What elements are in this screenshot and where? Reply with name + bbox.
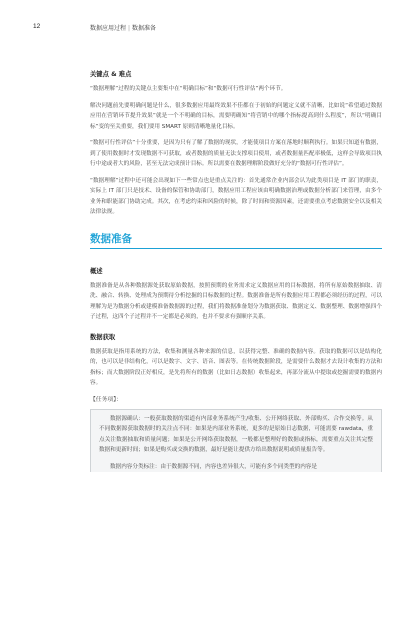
task-box xyxy=(90,409,382,473)
task-paragraph-1: 数据源确认：一般获取数据的渠道有内部业务系统产生/收集、公开网络获取、外部购买、合作交换等。从不同数据源获取数据时的关注点不同：如果是内部业务系统，更多的是原始日志数据，可能需要 rawdata，重点关注数据抽取和质量问题；如果是公开网络获取数据，一般都是整理好的数据或指标，需要重点关注其完整数据和更新时间；如果是购买或交换的数据，最好是能让提供方给出数据说明或质量报告等。 xyxy=(99,415,373,453)
page-content xyxy=(90,70,382,478)
running-head xyxy=(90,23,156,32)
keypoints-paragraph-1: “数据理解”过程的关键点主要集中在“明确目标”和“数据可行性评估”两个环节。 xyxy=(90,86,287,92)
page-number: 12 xyxy=(33,23,41,30)
section-title: 数据准备 xyxy=(90,232,132,245)
keypoints-paragraph-2: 解决问题前先要明确问题是什么，很多数据应用最终效果不佳都在于初始的问题定义就不清晰，比如说“希望通过数据应用在营销环节提升效果”就是一个不明确的目标，需要明确知“将营销中的哪个指标提高到什么程度”，所以“明确目标”变的至关重要，我们要用 SMART 原则清晰地量化目标。 xyxy=(90,102,382,130)
section-divider xyxy=(90,248,382,249)
overview-heading: 概述 xyxy=(90,267,103,275)
running-head-separator: | xyxy=(128,25,131,32)
running-head-section: 数据准备 xyxy=(132,25,157,32)
acquisition-heading: 数据获取 xyxy=(90,333,116,341)
keypoints-heading: 关键点 & 难点 xyxy=(90,71,132,78)
overview-paragraph: 数据准备是从各种数据源处获取原始数据，按照预期的业务需求定义数据应用的目标数据，将所有原始数据抽取、清洗、融合、转换、处理成为预期待分析挖掘的目标数据的过程。数据准备是所有数据应用工程都必须经历的过程，可以理解为是为数据分析或建模准备数据源的过程，我们将数据准备划分为数据获取、数据定义、数据整理、数据增强四个子过程，这四个子过程并不一定都是必须的，也并不要求有强顺序关系。 xyxy=(90,282,382,320)
keypoints-paragraph-4: “数据理解”过程中还可能会出现如下一些常点也是重点关注的：首先通常企业内部会认为此类项目是 IT 部门的职责，实际上 IT 部门只是技术、设备的保管和协助部门，数据应用工程应该由明确数据治理或数据分析部门来管理，由多个业务和职能部门协助完成。其次，在考虑约束和风险的时候，除了时间和资源因素，还需要重点考虑数据安全以及相关法律法规。 xyxy=(90,177,382,215)
task-paragraph-2: 数据内容分类标注：由于数据源不同，内容也差异很大，可能有多个同类型的内容是 xyxy=(110,463,317,470)
acquisition-paragraph: 数据获取是指用系统的方法，收集和测量各种来源的信息，以获得完整、准确的数据内容。获取的数据可以是结构化的，也可以是非结构化，可以是数字、文字、语音、图表等。在传统数据阶段，是需要什么数据才去设计收集的方法和指标；而大数据阶段正好相反，是先将所有的数据（比如日志数据）收集起来，再部分流从中提取或挖掘需要的数据内容。 xyxy=(90,348,382,386)
page-header xyxy=(0,23,413,35)
keypoints-paragraph-3: “数据可行性评估”十分重要，是因为只有了解了数据的现状，才能使项目方案在落地时顺利执行。如果只知道有数据，到了使用数据时才发现数据不可获取，或者数据的质量无法支撑项目使用，或者数据量匹配率极低，这样会导致项目执行中途或者大的风险，甚至无法完成预计目标。所以需要在数据理解阶段做好充分的“数据可行性评估”。 xyxy=(90,140,382,167)
task-label: 【任务项】： xyxy=(90,396,122,403)
running-head-chapter: 数据应用过程 xyxy=(90,25,127,32)
